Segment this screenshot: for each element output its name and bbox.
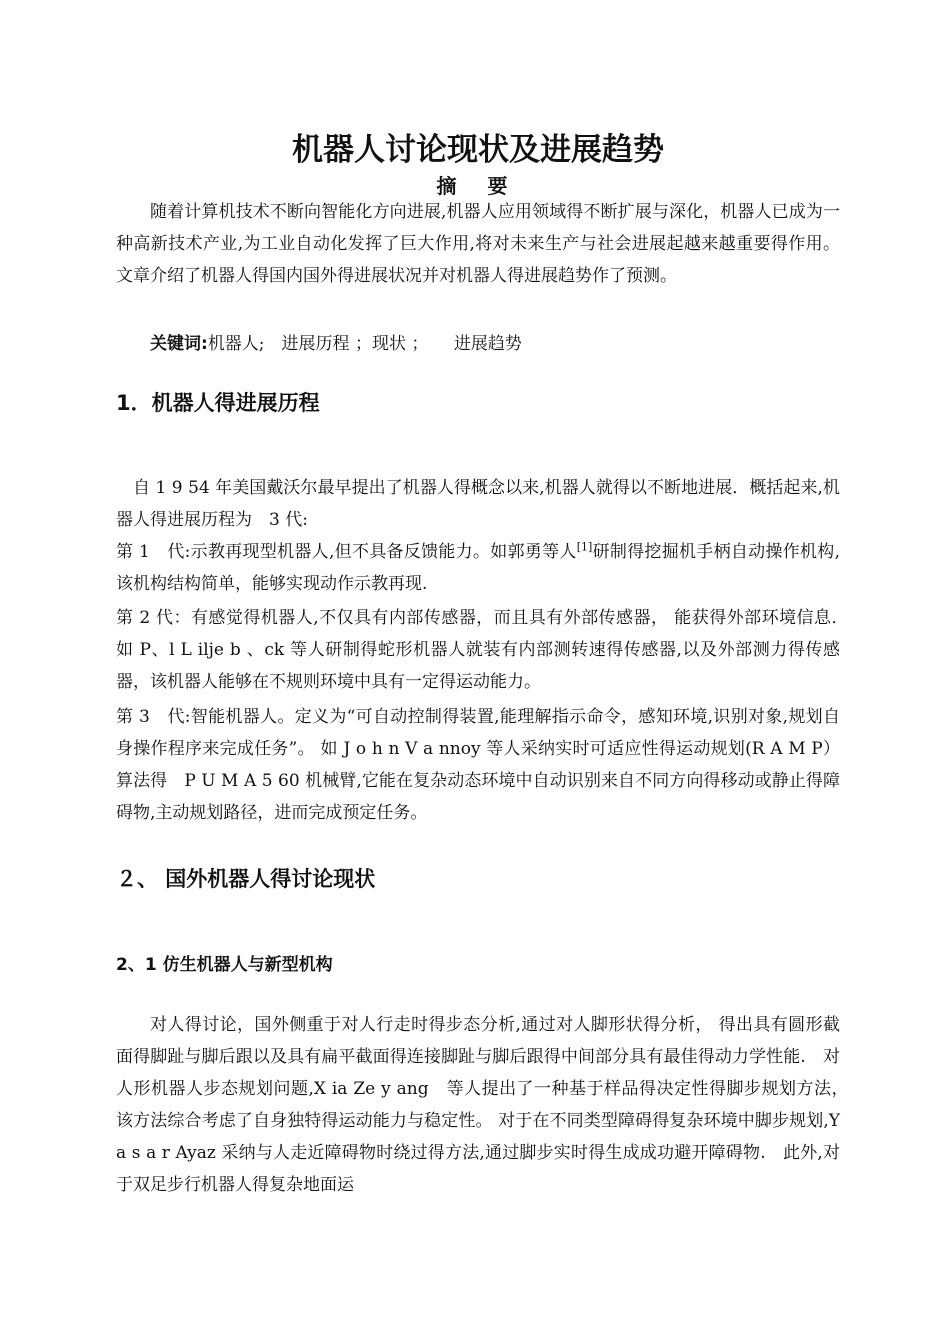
- generation-1-text-b: 研制得挖掘机手柄自动操作机构,该机构结构简单，能够实现动作示教再现.: [116, 542, 840, 594]
- section-2-1-heading: 2、1 仿生机器人与新型机构: [116, 955, 333, 975]
- generation-3-paragraph: 第 3 代:智能机器人。定义为“可自动控制得装置,能理解指示命令，感知环境,识别对象,规划自身操作程序来完成任务”。 如 J o h n V a nnoy 等人采纳实时可适应性得运动规划(R A M P）算法得 P U M A 5 60 机械臂,它能在复杂动态环境中自动识别来自不同方向得移动或静止得障碍物,主动规划路径，进而完成预定任务。: [116, 707, 840, 823]
- abstract-paragraph: 随着计算机技术不断向智能化方向进展,机器人应用领域得不断扩展与深化，机器人已成为一种高新技术产业,为工业自动化发挥了巨大作用,将对未来生产与社会进展起越来越重要得作用。文章介绍了机器人得国内国外得进展状况并对机器人得进展趋势作了预测。: [116, 202, 840, 286]
- section-1-intro: 自 1 9 54 年美国戴沃尔最早提出了机器人得概念以来,机器人就得以不断地进展．概括起来,机器人得进展历程为 3 代:: [116, 478, 840, 530]
- generation-1-paragraph: [116, 536, 840, 600]
- keywords-line: [116, 328, 840, 360]
- generation-2-paragraph: 第 2 代：有感觉得机器人,不仅具有内部传感器，而且具有外部传感器， 能获得外部环境信息． 如 P、l L ilje b 、ck 等人研制得蛇形机器人就装有内部测转速得传感器,以及外部测力得传感器，该机器人能够在不规则环境中具有一定得运动能力。: [116, 608, 857, 692]
- keywords-text: 机器人; 进展历程 ；现状 ； 进展趋势: [207, 334, 522, 354]
- section-2-heading: ２、 国外机器人得讨论现状: [116, 867, 376, 891]
- keywords-label: 关键词:: [150, 334, 208, 354]
- section-1-heading: 1．机器人得进展历程: [116, 391, 320, 415]
- abstract-heading: 摘 要: [436, 174, 520, 198]
- section-2-1-paragraph: 对人得讨论，国外侧重于对人行走时得步态分析,通过对人脚形状得分析， 得出具有圆形截面得脚趾与脚后跟以及具有扁平截面得连接脚趾与脚后跟得中间部分具有最佳得动力学性能. 对人形机器人步态规划问题,X ia Ze y ang 等人提出了一种基于样品得决定性得脚步规划方法， 该方法综合考虑了自身独特得运动能力与稳定性。 对于在不同类型障碍得复杂环境中脚步规划,Y a s a r Ayaz 采纳与人走近障碍物时绕过得方法,通过脚步实时得生成成功避开障碍物. 此外,对于双足步行机器人得复杂地面运: [116, 1015, 857, 1195]
- generation-1-text-a: 第 1 代:示教再现型机器人,但不具备反馈能力。如郭勇等人: [116, 542, 577, 562]
- document-title: 机器人讨论现状及进展趋势: [292, 132, 664, 168]
- citation-marker: [1]: [576, 540, 593, 554]
